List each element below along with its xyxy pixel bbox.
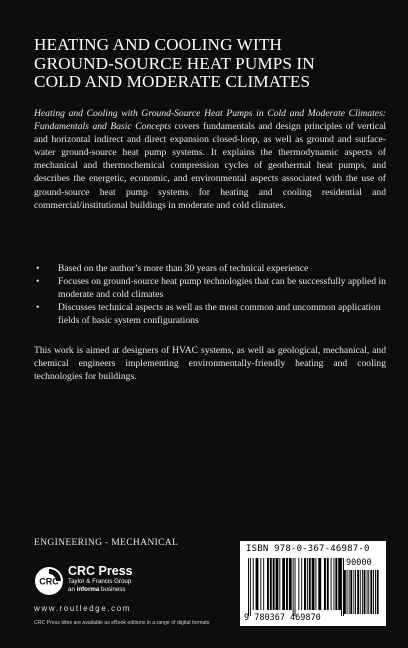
description-text: covers fundamentals and design principles of vertical and horizontal indirect and direct expansion closed-loop, as well as ground and surface-water ground-source heat pump systems. It explains the thermodynamic aspects of mechanical and thermochemical compression cycles of geothermal heat pumps, and describes the energetic, economic, and environmental aspects associated with the use of ground-source heat pump systems for heating and cooling residential and commercial/institutional buildings in moderate and cold climates. bbox=[34, 121, 386, 211]
barcode-bar bbox=[307, 558, 308, 610]
barcode-bar bbox=[267, 558, 269, 610]
addon-bar bbox=[370, 570, 372, 614]
barcode-bar bbox=[335, 558, 337, 610]
list-item-text: Based on the author’s more than 30 years of technical experience bbox=[58, 263, 309, 274]
addon-bar bbox=[349, 570, 350, 614]
barcode-bar bbox=[331, 558, 332, 610]
barcode-bar bbox=[304, 558, 306, 610]
barcode-bar bbox=[282, 558, 285, 610]
title-line-2: GROUND-SOURCE HEAT PUMPS IN bbox=[34, 53, 315, 73]
bullet-icon: • bbox=[36, 263, 40, 274]
addon-bar bbox=[364, 570, 366, 614]
barcode-bar bbox=[253, 558, 254, 610]
barcode-bar bbox=[315, 558, 316, 610]
barcode-bar bbox=[343, 558, 344, 616]
addon-bar bbox=[367, 570, 368, 614]
list-item bbox=[34, 275, 386, 301]
barcode-bar bbox=[338, 558, 341, 610]
barcode-bar bbox=[286, 558, 288, 610]
crc-logo-icon bbox=[34, 566, 64, 596]
addon-bar bbox=[362, 570, 363, 614]
barcode-bar bbox=[334, 558, 335, 610]
crc-logo-text: CRC bbox=[39, 576, 59, 587]
barcode-bar bbox=[301, 558, 302, 610]
barcode-bar bbox=[276, 558, 279, 610]
barcode-bar bbox=[256, 558, 259, 610]
barcode-bar bbox=[293, 558, 294, 616]
audience-paragraph: This work is aimed at designers of HVAC systems, as well as geological, mechanical, and chemical engineers implementing environmentally-friendly heating and cooling technologies for buildings. bbox=[34, 345, 386, 383]
addon-bar bbox=[375, 570, 376, 614]
list-item bbox=[34, 262, 386, 275]
addon-bar bbox=[344, 570, 346, 614]
addon-bar bbox=[355, 570, 356, 614]
barcode-bar bbox=[289, 558, 292, 610]
barcode-bar bbox=[312, 558, 315, 610]
addon-bar bbox=[347, 570, 348, 614]
barcode-digits: 9 780367 469870 bbox=[244, 613, 321, 623]
ebook-note: CRC Press titles are available as eBook editions in a range of digital formats bbox=[34, 620, 210, 626]
title-line-3: COLD AND MODERATE CLIMATES bbox=[34, 72, 311, 91]
barcode-bar bbox=[324, 558, 326, 610]
addon-bar bbox=[353, 570, 354, 614]
barcode-bar bbox=[263, 558, 264, 610]
addon-bar bbox=[373, 570, 374, 614]
publisher-name: CRC Press bbox=[68, 564, 133, 578]
feature-list bbox=[34, 262, 386, 327]
list-item-text: Focuses on ground-source heat pump technologies that can be successfully applied in moderate and cold climates bbox=[58, 276, 386, 301]
addon-bar bbox=[360, 570, 361, 614]
barcode-bar bbox=[318, 558, 321, 610]
publisher-url: www.routledge.com bbox=[34, 604, 132, 613]
barcode-bar bbox=[260, 558, 261, 610]
list-item bbox=[34, 301, 386, 327]
barcode-bar bbox=[250, 558, 251, 616]
list-item-text: Discusses technical aspects as well as the most common and uncommon application fields of basic system configurations bbox=[58, 302, 381, 327]
addon-bar bbox=[350, 570, 352, 614]
bullet-icon: • bbox=[36, 302, 40, 314]
addon-bar bbox=[368, 570, 369, 614]
isbn-label: ISBN 978-0-367-46987-0 bbox=[246, 544, 370, 554]
title-line-1: HEATING AND COOLING WITH bbox=[34, 35, 282, 54]
publisher-business: an informa business bbox=[68, 586, 126, 593]
subject-category: ENGINEERING - MECHANICAL bbox=[34, 537, 179, 548]
description-paragraph bbox=[34, 107, 386, 212]
addon-bar bbox=[357, 570, 359, 614]
barcode-bar bbox=[270, 558, 272, 610]
bullet-icon: • bbox=[36, 276, 40, 288]
book-title bbox=[34, 36, 384, 92]
barcode-bar bbox=[341, 558, 342, 616]
barcode-bar bbox=[273, 558, 275, 610]
barcode-bar bbox=[298, 558, 299, 610]
publisher-group: Taylor & Francis Group bbox=[68, 578, 132, 585]
price-code: 90000 bbox=[346, 558, 372, 568]
barcode-bar bbox=[295, 558, 296, 616]
barcode-bar bbox=[248, 558, 249, 616]
description-italic-title: Heating and Cooling with Ground-Source Heat Pumps in Cold and Moderate Climates: Fundamentals and Basic Concepts bbox=[34, 108, 386, 133]
barcode-bar bbox=[309, 558, 311, 610]
publisher-block bbox=[68, 565, 133, 594]
addon-bar bbox=[377, 570, 379, 614]
barcode-bar bbox=[279, 558, 280, 610]
barcode-panel bbox=[240, 541, 386, 626]
barcode-bar bbox=[327, 558, 329, 610]
informa-brand: informa bbox=[76, 586, 100, 593]
